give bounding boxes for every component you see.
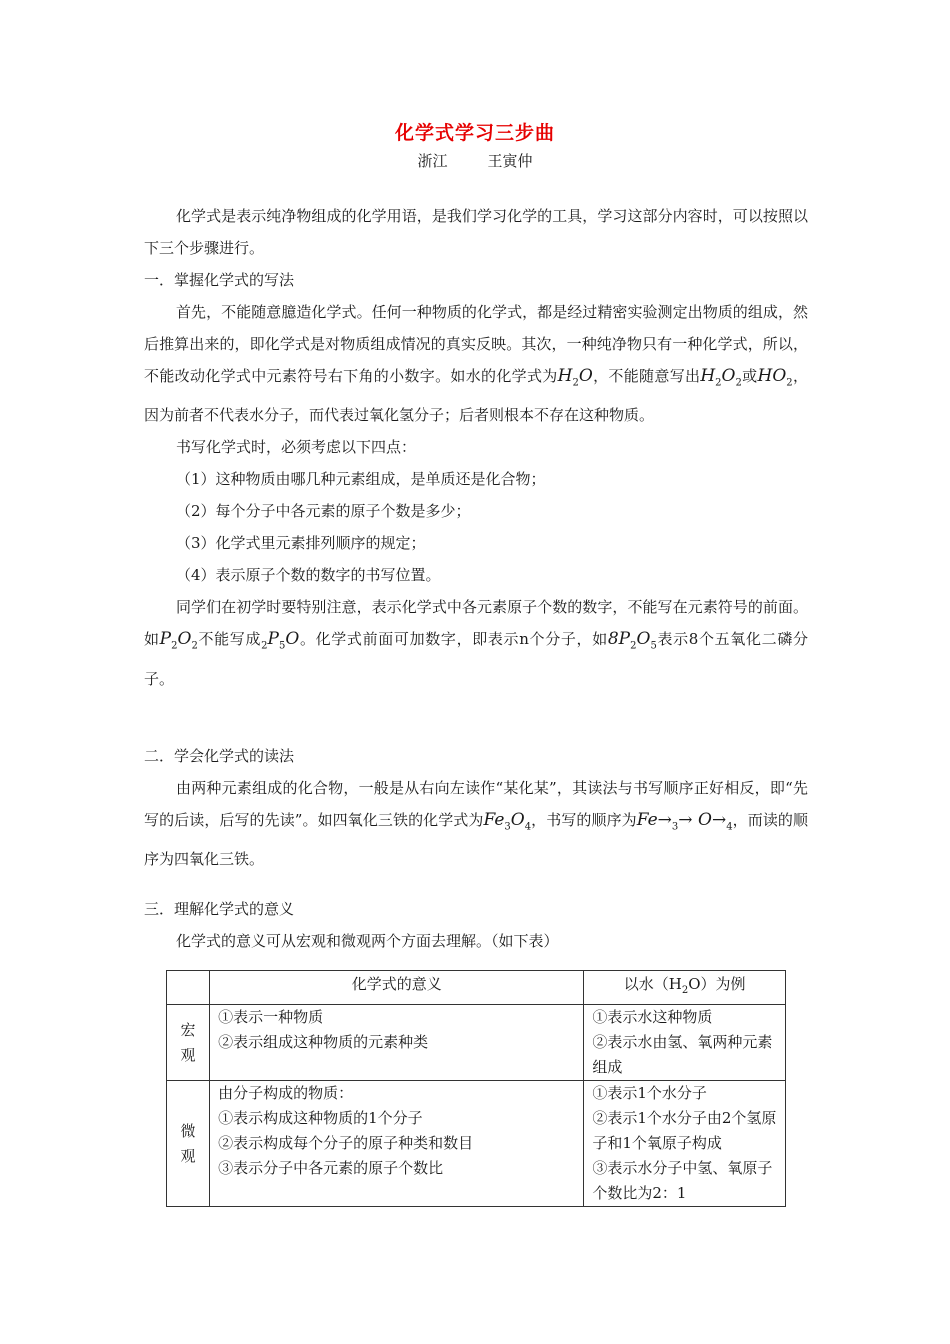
cell-example-macro: ①表示水这种物质 ②表示水由氢、氧两种元素组成	[584, 1005, 786, 1081]
list-item: （1）这种物质由哪几种元素组成，是单质还是化合物；	[176, 470, 546, 489]
list-item: （2）每个分子中各元素的原子个数是多少；	[176, 502, 471, 521]
cell-meaning-micro: 由分子构成的物质： ①表示构成这种物质的1个分子 ②表示构成每个分子的原子种类和数目 ③表示分子中各元素的原子个数比	[210, 1081, 584, 1207]
section1-heading: 一．掌握化学式的写法	[144, 271, 295, 289]
formula-p2o2: $P_2O_2$	[159, 629, 198, 652]
formula-h2o2: $H_2O_2$	[700, 366, 742, 389]
formula-h2o: $H_2O$	[557, 366, 593, 389]
formula-8p2o5: $8P_2O_5$	[607, 629, 657, 652]
author-line	[0, 150, 950, 171]
section3	[144, 893, 808, 957]
section3-heading: 三．理解化学式的意义	[144, 900, 295, 918]
section3-paragraph: 化学式的意义可从宏观和微观两个方面去理解。（如下表）	[176, 932, 559, 950]
formula-fe3o4: $Fe_3O_4$	[483, 810, 532, 833]
row-label-macro: 宏 观	[167, 1005, 210, 1081]
section1-paragraph2: 书写化学式时，必须考虑以下四点：	[176, 438, 417, 457]
header-example: 以水$(H_2O)$为例	[584, 971, 786, 1005]
meaning-table	[166, 970, 786, 1207]
formula-order: $Fe\to_3\to O\to_4$	[636, 810, 733, 833]
list-item: （3）化学式里元素排列顺序的规定；	[176, 534, 426, 553]
table-row	[167, 1005, 786, 1081]
cell-meaning-macro: ①表示一种物质 ②表示组成这种物质的元素种类	[210, 1005, 584, 1081]
cell-example-micro: ①表示1个水分子 ②表示1个水分子由2个氢原子和1个氧原子构成 ③表示水分子中氢、氧原子个数比为2：1	[584, 1081, 786, 1207]
body-text	[144, 200, 808, 695]
section2-paragraph: 由两种元素组成的化合物，一般是从右向左读作“某化某”，其读法与书写顺序正好相反，即“先写的后读，后写的先读”。如四氧化三铁的化学式为$Fe_3O_4$，书写的顺序为$Fe\to_3\to O\to_4$，而读的顺序为四氧化三铁。	[144, 779, 808, 869]
row-label-micro: 微 观	[167, 1081, 210, 1207]
table-header-row	[167, 971, 786, 1005]
page-title: 化学式学习三步曲	[394, 122, 555, 144]
section1-paragraph1: 首先，不能随意臆造化学式。任何一种物质的化学式，都是经过精密实验测定出物质的组成，然后推算出来的，即化学式是对物质组成情况的真实反映。其次，一种纯净物只有一种化学式，所以，不能改动化学式中元素符号右下角的小数字。如水的化学式为$H_2O$，不能随意写出$H_2O_2$或$HO_2$，因为前者不代表水分子，而代表过氧化氢分子；后者则根本不存在这种物质。	[144, 303, 808, 425]
section1-paragraph3: 同学们在初学时要特别注意，表示化学式中各元素原子个数的数字，不能写在元素符号的前面。如$P_2O_2$不能写成$_2P_5O$。化学式前面可加数字，即表示n个分子，如$8P_2O_5$表示8个五氧化二磷分子。	[144, 598, 808, 688]
table-row	[167, 1081, 786, 1207]
formula-ho2: $HO_2$	[757, 366, 793, 389]
section2	[144, 740, 808, 875]
author-region: 浙江	[417, 152, 448, 170]
header-meaning: 化学式的意义	[210, 971, 584, 1005]
list-item: （4）表示原子个数的数字的书写位置。	[176, 566, 441, 585]
section2-heading: 二．学会化学式的读法	[144, 747, 295, 765]
author-name: 王寅仲	[487, 152, 533, 170]
intro-paragraph: 化学式是表示纯净物组成的化学用语，是我们学习化学的工具，学习这部分内容时，可以按照以下三个步骤进行。	[144, 207, 808, 257]
formula-wrong: $_2P_5O$	[261, 629, 300, 652]
